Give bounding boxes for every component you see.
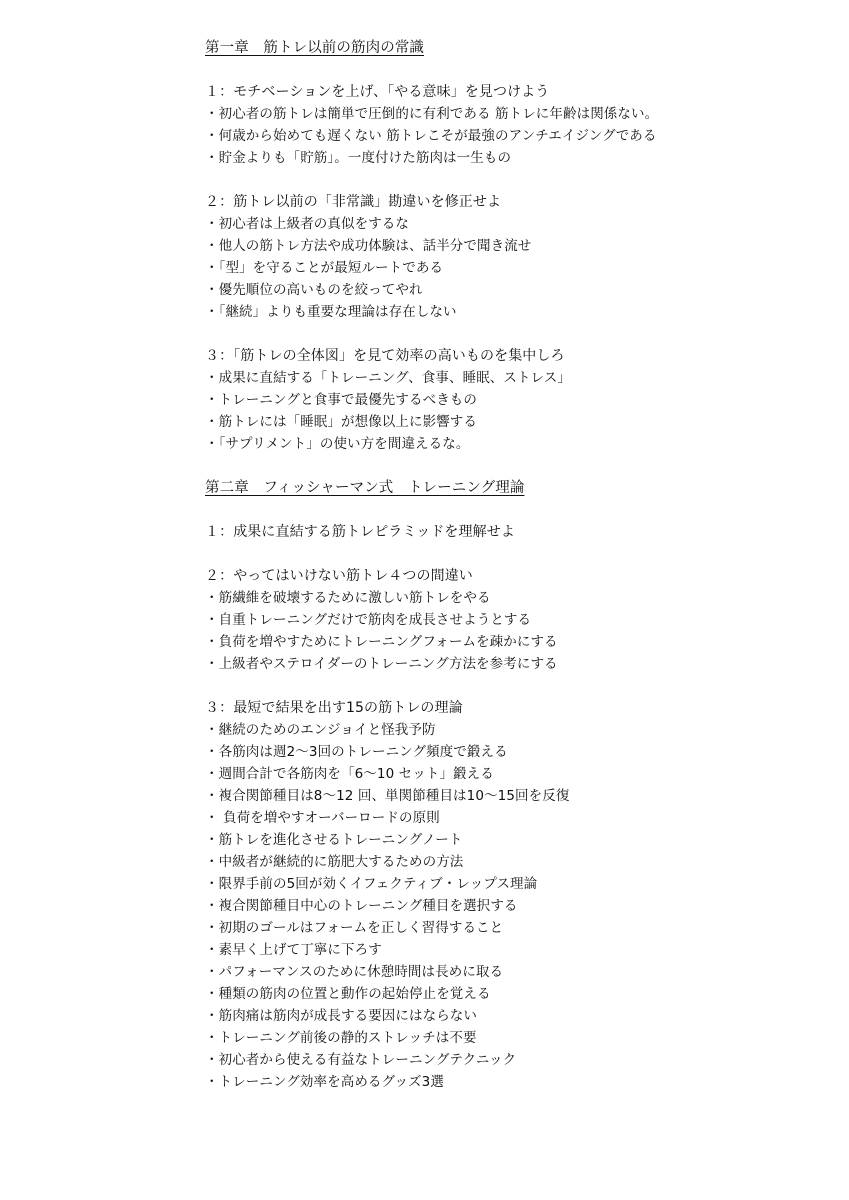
list-item: ・成果に直結する「トレーニング、食事、睡眠、ストレス」	[205, 370, 571, 386]
chapter-2-section-2-heading: ２：やってはいけない筋トレ４つの間違い	[205, 568, 473, 584]
list-item: ・種類の筋肉の位置と動作の起始停止を覚える	[205, 986, 491, 1002]
list-item: ・筋肉痛は筋肉が成長する要因にはならない	[205, 1008, 477, 1024]
list-item: ・限界手前の5回が効くイフェクティブ・レップス理論	[205, 876, 538, 892]
chapter-1-section-2-heading: ２：筋トレ以前の「非常識」勘違いを修正せよ	[205, 194, 502, 210]
list-item: ・上級者やステロイダーのトレーニング方法を参考にする	[205, 656, 558, 672]
spacer	[205, 169, 825, 191]
chapter-1-section-1-heading: １：モチベーションを上げ、「やる意味」を見つけよう	[205, 84, 550, 100]
list-item: ・パフォーマンスのために休憩時間は長めに取る	[205, 964, 504, 980]
chapter-2-section-3-heading: ３：最短で結果を出す15の筋トレの理論	[205, 700, 463, 716]
list-item: ・トレーニング効率を高めるグッズ3選	[205, 1074, 444, 1090]
list-item: ・「継続」よりも重要な理論は存在しない	[205, 304, 457, 320]
list-item: ・初心者の筋トレは簡単で圧倒的に有利である 筋トレに年齢は関係ない。	[205, 106, 659, 122]
list-item: ・初期のゴールはフォームを正しく習得すること	[205, 920, 504, 936]
list-item: ・自重トレーニングだけで筋肉を成長させようとする	[205, 612, 532, 628]
list-item: ・負荷を増やすためにトレーニングフォームを疎かにする	[205, 634, 558, 650]
list-item: ・何歳から始めても遅くない 筋トレこそが最強のアンチエイジングである	[205, 128, 657, 144]
chapter-1-title: 第一章 筋トレ以前の筋肉の常識	[205, 40, 424, 56]
list-item: ・筋トレには「睡眠」が想像以上に影響する	[205, 414, 477, 430]
list-item: ・「サプリメント」の使い方を間違えるな。	[205, 436, 470, 452]
list-item: ・継続のためのエンジョイと怪我予防	[205, 722, 436, 738]
list-item: ・トレーニング前後の静的ストレッチは不要	[205, 1030, 477, 1046]
list-item: ・各筋肉は週2〜3回のトレーニング頻度で鍛える	[205, 744, 508, 760]
list-item: ・筋繊維を破壊するために激しい筋トレをやる	[205, 590, 491, 606]
list-item: ・素早く上げて丁寧に下ろす	[205, 942, 382, 958]
list-item: ・優先順位の高いものを絞ってやれ	[205, 282, 423, 298]
list-item: ・複合関節種目は8〜12 回、単関節種目は10〜15回を反復	[205, 788, 570, 804]
list-item: ・ 負荷を増やすオーバーロードの原則	[205, 810, 440, 826]
spacer	[205, 455, 825, 477]
chapter-2-section-1-heading: １：成果に直結する筋トレピラミッドを理解せよ	[205, 524, 515, 540]
spacer	[205, 59, 825, 81]
list-item: ・他人の筋トレ方法や成功体験は、話半分で聞き流せ	[205, 238, 532, 254]
chapter-1-section-3-heading: ３：「筋トレの全体図」を見て効率の高いものを集中しろ	[205, 348, 565, 364]
list-item: ・中級者が継続的に筋肥大するための方法	[205, 854, 464, 870]
list-item: ・複合関節種目中心のトレーニング種目を選択する	[205, 898, 518, 914]
spacer	[205, 323, 825, 345]
document-page	[205, 37, 825, 1093]
list-item: ・「型」を守ることが最短ルートである	[205, 260, 444, 276]
spacer	[205, 543, 825, 565]
list-item: ・初心者から使える有益なトレーニングテクニック	[205, 1052, 517, 1068]
list-item: ・初心者は上級者の真似をするな	[205, 216, 409, 232]
list-item: ・週間合計で各筋肉を「6〜10 セット」鍛える	[205, 766, 494, 782]
chapter-2-title: 第二章 フィッシャーマン式 トレーニング理論	[205, 480, 525, 496]
spacer	[205, 499, 825, 521]
list-item: ・トレーニングと食事で最優先するべきもの	[205, 392, 477, 408]
list-item: ・筋トレを進化させるトレーニングノート	[205, 832, 463, 848]
list-item: ・貯金よりも「貯筋」。一度付けた筋肉は一生もの	[205, 150, 512, 166]
spacer	[205, 675, 825, 697]
